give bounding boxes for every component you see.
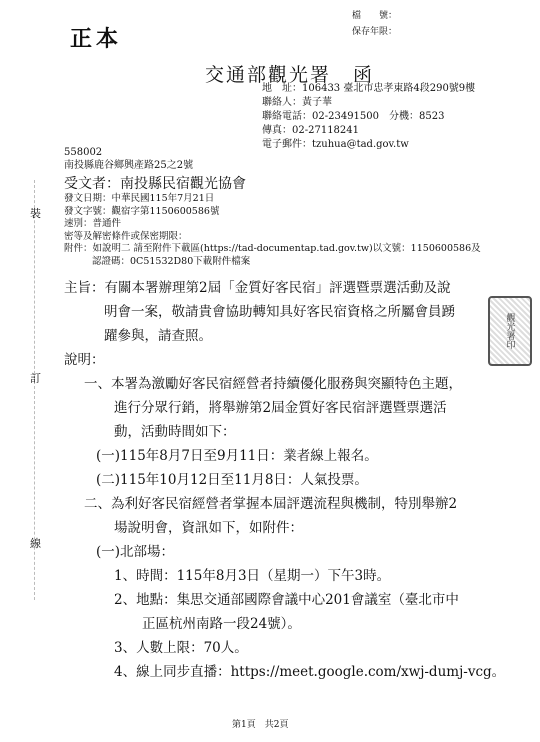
contact-block [262,82,475,152]
item-2-north-session: (一)北部場： [96,544,175,560]
issue-date: 發文日期：中華民國115年7月21日 [64,193,215,204]
delivery-speed: 速別：普通件 [64,218,122,229]
seal-text: 觀光署印 [504,313,515,349]
binding-mark-bottom: 線 [30,537,41,550]
item-1-sub-1: (一)115年8月7日至9月11日：業者線上報名。 [96,448,378,464]
retention-period-label: 保存年限： [352,27,398,37]
document-meta [64,193,481,268]
original-copy-stamp: 正本 [70,26,123,52]
contact-address: 地 址：106433 臺北市忠孝東路4段290號9樓 [262,83,476,94]
secrecy-level: 密等及解密條件或保密期限： [64,230,188,242]
item-2-capacity: 3、人數上限：70人。 [114,640,248,656]
contact-phone: 聯絡電話：02-23491500 分機：8523 [262,111,445,122]
item-2-venue-line-1: 2、地點：集思交通部國際會議中心201會議室（臺北市中 [114,592,459,608]
item-2-line-2: 場說明會，資訊如下，如附件： [114,520,303,536]
file-number-label: 檔 號： [352,11,398,21]
official-seal [488,296,532,366]
subject-line-3: 躍參與，請查照。 [104,328,212,344]
item-2-time: 1、時間：115年8月3日（星期一）下午3時。 [114,568,391,584]
page-footer: 第1頁 共2頁 [232,720,289,730]
binding-mark-middle: 訂 [30,372,41,385]
subject-line-2: 明會一案，敬請貴會協助轉知具好客民宿資格之所屬會員踴 [104,304,455,320]
contact-person: 聯絡人：黃子華 [262,97,332,108]
explanation-label: 說明： [64,352,105,368]
item-1-sub-2: (二)115年10月12日至11月8日：人氣投票。 [96,472,368,488]
attachment-line-1[interactable]: 附件：如說明二 請至附件下載區(https://tad-documentap.tad.gov.tw)以文號：1150600586及 [64,243,481,254]
contact-email[interactable]: 電子郵件：tzuhua@tad.gov.tw [262,139,409,150]
item-2-venue-line-2: 正區杭州南路一段24號）。 [142,616,301,632]
document-kind: 函 [353,64,375,86]
recipient-address: 南投縣鹿谷鄉興產路25之2號 [64,160,194,171]
subject-line-1: 主旨：有關本署辦理第2屆「金質好客民宿」評選暨票選活動及說 [64,280,451,296]
item-2-line-1: 二、為利好客民宿經營者掌握本屆評選流程與機制，特別舉辦2 [84,496,458,512]
attachment-line-2: 認證碼：0C51532D80下載附件檔案 [92,255,251,267]
contact-fax: 傳真：02-27118241 [262,125,360,136]
recipient-address-block [64,146,193,172]
recipient: 受文者：南投縣民宿觀光協會 [64,176,246,192]
item-1-line-1: 一、本署為激勵好客民宿經營者持續優化服務與突顯特色主題， [84,376,462,392]
binding-mark-top: 裝 [30,207,41,220]
item-1-line-3: 動，活動時間如下： [114,424,236,440]
item-2-livestream[interactable]: 4、線上同步直播：https://meet.google.com/xwj-dumj-vcg。 [114,664,506,680]
issue-number: 發文字號：觀宿字第1150600586號 [64,205,220,217]
postal-code: 558002 [64,147,103,158]
organization-name: 交通部觀光署 [205,64,332,86]
item-1-line-2: 進行分眾行銷，將舉辦第2屆金質好客民宿評選暨票選活 [114,400,447,416]
